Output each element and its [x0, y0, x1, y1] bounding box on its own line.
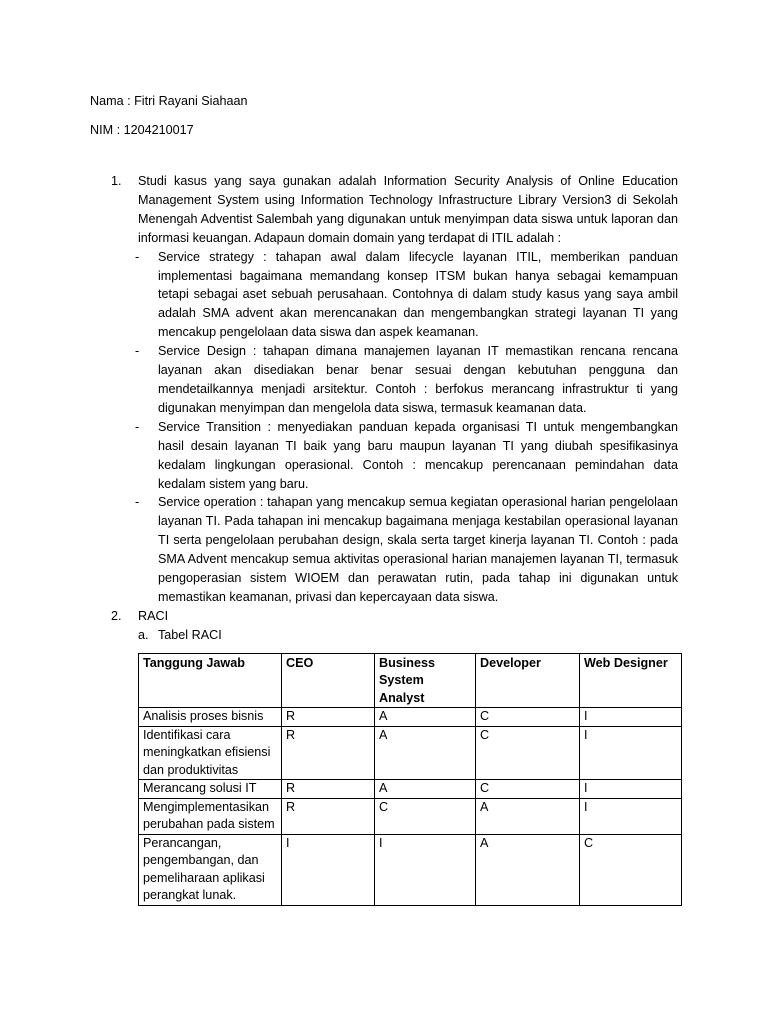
list-item: [135, 248, 678, 343]
header-web-designer: Web Designer: [580, 653, 682, 708]
table-cell: A: [375, 708, 476, 727]
table-cell: Perancangan, pengembangan, dan pemeliharaan aplikasi perangkat lunak.: [139, 834, 282, 905]
list-item: [135, 418, 678, 494]
sublist-letter: a.: [138, 627, 149, 642]
domain-service-strategy: Service strategy : tahapan awal dalam lifecycle layanan ITIL, memberikan panduan implementasi bagaimana memandang konsep ITSM bukan hanya sebagai kemampuan tetapi sebagai aset sebuah perusahaan. Contohnya di dalam study kasus yang saya ambil adalah SMA advent akan merencanakan dan mengembangkan strategi layanan TI yang mencakup pengelolaan data siswa dan aspek keamanan.: [158, 249, 678, 340]
table-row: [139, 726, 682, 780]
dash-bullet: -: [135, 344, 140, 359]
table-cell: A: [476, 834, 580, 905]
header-tanggung-jawab: Tanggung Jawab: [139, 653, 282, 708]
table-cell: R: [282, 708, 375, 727]
table-cell: Mengimplementasikan perubahan pada sistem: [139, 798, 282, 834]
list-number-1: 1.: [111, 174, 122, 188]
table-row: [139, 798, 682, 834]
table-cell: Merancang solusi IT: [139, 780, 282, 799]
list-item-2: [90, 607, 678, 906]
table-cell: I: [580, 798, 682, 834]
section2-title: RACI: [138, 608, 169, 623]
raci-table: [138, 653, 682, 906]
list-item: [135, 493, 678, 606]
table-cell: C: [476, 708, 580, 727]
dash-bullet: -: [135, 419, 140, 434]
section1-intro: Studi kasus yang saya gunakan adalah Information Security Analysis of Online Education Management System using Information Technology Infrastructure Library Version3 di Sekolah Menengah Adventist Salembah yang digunakan untuk menyimpan data siswa untuk laporan dan informasi keuangan. Adapaun domain domain yang terdapat di ITIL adalah :: [138, 174, 678, 245]
sublist-item-a: [138, 626, 678, 645]
list-item-1: [90, 172, 678, 607]
domain-service-operation: Service operation : tahapan yang mencakup semua kegiatan operasional harian pengelolaan layanan TI. Pada tahapan ini mencakup bagaimana menjaga kestabilan operasional layanan TI serta pengelolaan perubahan design, skala serta target kinerja layanan TI. Contoh : pada SMA Advent mencakup semua aktivitas operasional harian manajemen layanan TI, termasuk pengoperasian sistem WIOEM dan perawatan rutin, pada tahap ini digunakan untuk memastikan keamanan, privasi dan kepercayaan data siswa.: [158, 495, 678, 604]
domain-service-design: Service Design : tahapan dimana manajemen layanan IT memastikan rencana rencana layanan akan disediakan benar benar sesuai dengan kebutuhan pengguna dan mendetailkannya menjadi arsitektur. Contoh : berfokus merancang infrastruktur ti yang digunakan menyimpan dan mengelola data siswa, termasuk keamanan data.: [158, 344, 678, 415]
table-cell: C: [580, 834, 682, 905]
table-cell: C: [476, 780, 580, 799]
table-cell: R: [282, 726, 375, 780]
table-row: [139, 708, 682, 727]
numbered-list: [90, 172, 678, 906]
list-item: [135, 342, 678, 418]
student-nim: NIM : 1204210017: [90, 123, 194, 137]
table-cell: A: [375, 780, 476, 799]
header-ceo: CEO: [282, 653, 375, 708]
table-cell: Identifikasi cara meningkatkan efisiensi dan produktivitas: [139, 726, 282, 780]
sublist-title: Tabel RACI: [158, 627, 222, 642]
domain-service-transition: Service Transition : menyediakan panduan kepada organisasi TI untuk mengembangkan hasil desain layanan TI baik yang baru maupun layanan TI yang diubah spesifikasinya kedalam lingkungan operasional. Contoh : mencakup perencanaan pemindahan data kedalam sistem yang baru.: [158, 419, 678, 491]
table-cell: A: [476, 798, 580, 834]
table-cell: R: [282, 798, 375, 834]
dash-bullet: -: [135, 249, 140, 264]
dash-bullet: -: [135, 495, 140, 510]
table-cell: I: [580, 708, 682, 727]
list-number-2: 2.: [111, 608, 122, 623]
table-cell: A: [375, 726, 476, 780]
table-cell: I: [375, 834, 476, 905]
table-cell: Analisis proses bisnis: [139, 708, 282, 727]
table-cell: R: [282, 780, 375, 799]
table-cell: I: [580, 726, 682, 780]
itil-domain-list: [135, 248, 678, 607]
table-cell: I: [580, 780, 682, 799]
table-cell: C: [476, 726, 580, 780]
table-cell: I: [282, 834, 375, 905]
header-developer: Developer: [476, 653, 580, 708]
table-row: [139, 780, 682, 799]
table-cell: C: [375, 798, 476, 834]
header-business-system-analyst: Business System Analyst: [375, 653, 476, 708]
student-name: Nama : Fitri Rayani Siahaan: [90, 94, 248, 108]
table-header-row: [139, 653, 682, 708]
table-row: [139, 834, 682, 905]
